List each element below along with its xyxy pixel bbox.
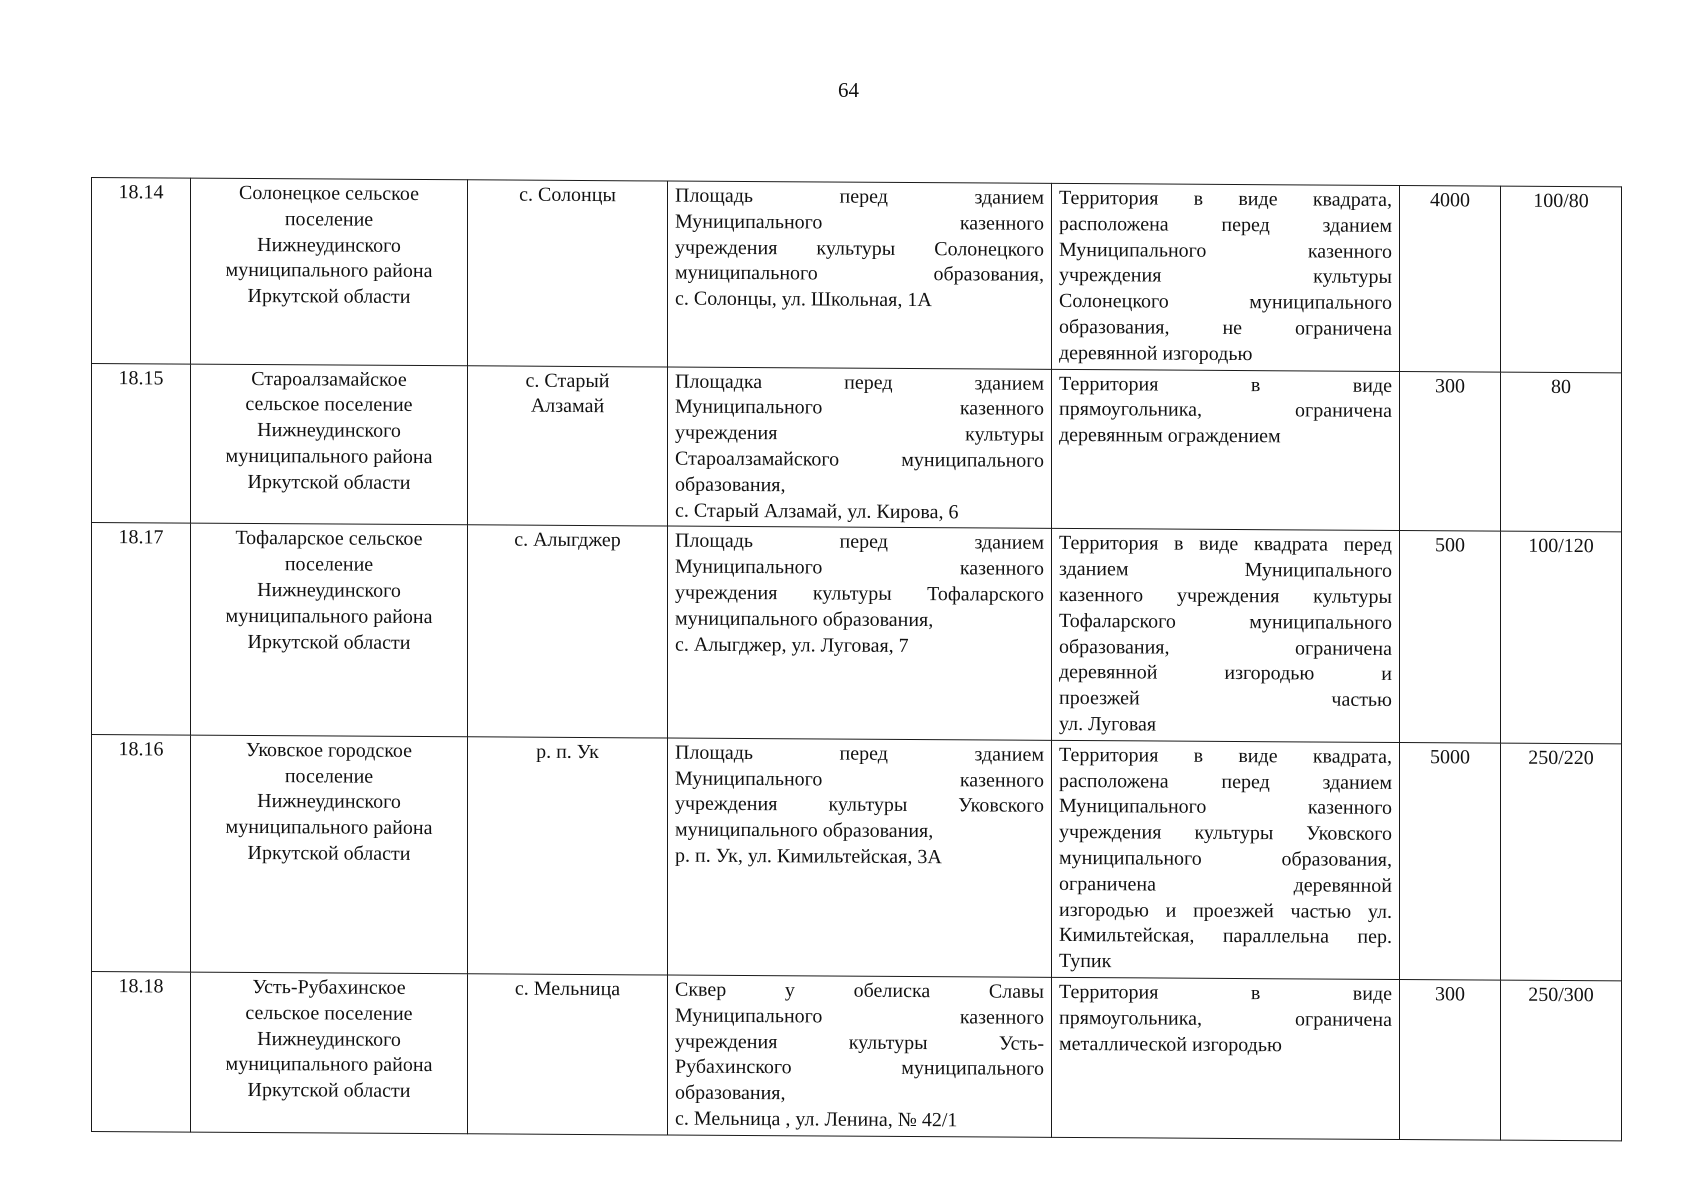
settlement-name-line: Тофаларское сельское bbox=[235, 527, 423, 551]
locality-line: с. Алыгджер bbox=[514, 528, 621, 552]
territory-description-line: деревянной изгородью bbox=[1059, 341, 1253, 365]
settlement-name-line: муниципального района bbox=[225, 259, 433, 283]
row-number: 18.17 bbox=[92, 523, 191, 735]
area-value: 300 bbox=[1400, 979, 1501, 1139]
territory-description-line: прямоугольника, ограничена bbox=[1059, 398, 1392, 423]
place-address-line: учреждения культуры Тофаларского bbox=[675, 581, 1044, 606]
table-row bbox=[92, 363, 1622, 532]
settlement-name-line: Нижнеудинского bbox=[257, 578, 401, 602]
row-number: 18.18 bbox=[92, 971, 191, 1131]
locality bbox=[468, 974, 668, 1135]
territory-description-line: проезжей частью bbox=[1059, 687, 1392, 712]
settlement-name-line: Иркутской области bbox=[247, 630, 411, 654]
place-address-line: с. Солонцы, ул. Школьная, 1А bbox=[675, 287, 932, 312]
locality bbox=[468, 365, 668, 526]
area-value: 4000 bbox=[1400, 185, 1501, 371]
locality-line: с. Старый bbox=[525, 369, 610, 392]
place-address-line: Площадь перед зданием bbox=[675, 184, 1044, 209]
settlement-name-line: сельское поселение bbox=[245, 393, 413, 417]
place-address-line: Муниципального казенного bbox=[675, 767, 1044, 792]
table-row bbox=[92, 734, 1622, 981]
registry-body bbox=[92, 178, 1622, 1141]
territory-description-line: Территория в виде bbox=[1059, 980, 1392, 1005]
place-address-line: учреждения культуры Уковского bbox=[675, 792, 1044, 818]
place-address-line: с. Алыгджер, ул. Луговая, 7 bbox=[675, 633, 909, 657]
settlement-name-line: Иркутской области bbox=[247, 841, 411, 865]
place-address-line: муниципального образования, bbox=[675, 261, 1044, 287]
territory-description-line: Кимильтейская, параллельна пер. bbox=[1059, 924, 1392, 949]
settlement-name-line: поселение bbox=[284, 764, 374, 788]
territory-description-line: учреждения культуры bbox=[1059, 264, 1392, 289]
territory-description bbox=[1052, 183, 1400, 371]
territory-description-line: муниципального образования, bbox=[1059, 846, 1392, 871]
territory-description bbox=[1052, 529, 1400, 743]
place-address-line: образования, bbox=[675, 1081, 786, 1105]
row-number: 18.16 bbox=[92, 734, 191, 972]
territory-description-line: расположена перед зданием bbox=[1059, 212, 1392, 237]
dimensions-value: 250/220 bbox=[1501, 743, 1622, 981]
territory-description-line: образования, ограничена bbox=[1059, 635, 1392, 660]
settlement-name-line: муниципального района bbox=[225, 815, 433, 840]
locality bbox=[468, 180, 668, 367]
locality-line: с. Солонцы bbox=[519, 183, 616, 207]
place-address-line: образования, bbox=[675, 473, 786, 497]
table-row bbox=[92, 971, 1622, 1140]
place-address-line: Муниципального казенного bbox=[675, 210, 1044, 235]
locality-line: Алзамай bbox=[530, 395, 605, 418]
dimensions-value: 250/300 bbox=[1501, 980, 1622, 1141]
locality-line: р. п. Ук bbox=[536, 740, 599, 763]
territory-description-line: расположена перед зданием bbox=[1059, 769, 1392, 794]
row-number: 18.15 bbox=[92, 363, 191, 523]
place-address-line: Муниципального казенного bbox=[675, 555, 1044, 580]
territory-description-line: Солонецкого муниципального bbox=[1059, 290, 1392, 315]
territory-description-line: Территория в виде квадрата перед bbox=[1059, 532, 1392, 557]
place-address-line: Площадь перед зданием bbox=[675, 741, 1044, 766]
territory-description-line: казенного учреждения культуры bbox=[1059, 583, 1392, 608]
territory-description-line: Тупик bbox=[1059, 950, 1112, 973]
territory-description-line: изгородью и проезжей частью ул. bbox=[1059, 898, 1392, 923]
territory-description-line: Территория в виде квадрата, bbox=[1059, 743, 1392, 768]
settlement-name-line: Нижнеудинского bbox=[257, 1027, 401, 1051]
settlement-name bbox=[191, 523, 468, 736]
locality bbox=[468, 525, 668, 738]
area-value: 5000 bbox=[1400, 742, 1501, 980]
settlement-name-line: муниципального района bbox=[225, 1053, 433, 1077]
place-address-line: Рубахинского муниципального bbox=[675, 1055, 1044, 1081]
territory-description-line: Территория в виде bbox=[1059, 372, 1392, 397]
place-address-line: учреждения культуры Усть- bbox=[675, 1030, 1044, 1055]
place-address-line: Муниципального казенного bbox=[675, 1004, 1044, 1029]
settlement-name-line: Нижнеудинского bbox=[257, 790, 401, 814]
locality bbox=[468, 737, 668, 975]
locality-line: с. Мельница bbox=[514, 977, 621, 1001]
settlement-name-line: Староалзамайское bbox=[251, 367, 407, 391]
settlement-name-line: Солонецкое сельское bbox=[239, 181, 419, 206]
territory-description-line: деревянной изгородью и bbox=[1059, 661, 1392, 686]
dimensions-value: 80 bbox=[1501, 372, 1622, 533]
settlement-name-line: муниципального района bbox=[225, 444, 433, 469]
settlement-name-line: сельское поселение bbox=[245, 1001, 413, 1025]
settlement-name-line: Усть-Рубахинское bbox=[252, 975, 406, 999]
settlement-name bbox=[191, 735, 468, 974]
place-address bbox=[668, 975, 1052, 1137]
territory-description-line: ограничена деревянной bbox=[1059, 872, 1392, 897]
page-number: 64 bbox=[838, 78, 859, 102]
dimensions-value: 100/120 bbox=[1501, 531, 1622, 743]
place-address-line: Площадь перед зданием bbox=[675, 529, 1044, 555]
settlement-name-line: муниципального района bbox=[225, 604, 433, 628]
place-address-line: Староалзамайского муниципального bbox=[675, 447, 1044, 472]
place-address-line: Сквер у обелиска Славы bbox=[675, 978, 1044, 1003]
place-address-line: учреждения культуры bbox=[675, 421, 1044, 446]
table-row bbox=[92, 523, 1622, 744]
place-address bbox=[668, 738, 1052, 978]
territory-description-line: Территория в виде квадрата, bbox=[1059, 186, 1392, 211]
settlement-name bbox=[191, 178, 468, 365]
territory-description-line: Муниципального казенного bbox=[1059, 795, 1392, 820]
territory-description bbox=[1052, 977, 1400, 1139]
dimensions-value: 100/80 bbox=[1501, 186, 1622, 372]
territory-description-line: ул. Луговая bbox=[1059, 712, 1157, 736]
registry-table bbox=[91, 177, 1622, 1141]
settlement-name-line: Уковское городское bbox=[245, 738, 413, 762]
settlement-name-line: Иркутской области bbox=[247, 1079, 411, 1103]
place-address-line: Муниципального казенного bbox=[675, 395, 1044, 421]
place-address-line: р. п. Ук, ул. Кимильтейская, 3А bbox=[675, 844, 942, 869]
settlement-name-line: Иркутской области bbox=[247, 285, 411, 309]
territory-description-line: прямоугольника, ограничена bbox=[1059, 1006, 1392, 1031]
place-address-line: муниципального образования, bbox=[675, 818, 934, 843]
place-address-line: с. Мельница , ул. Ленина, № 42/1 bbox=[675, 1107, 958, 1132]
place-address bbox=[668, 181, 1052, 369]
settlement-name-line: Иркутской области bbox=[247, 470, 411, 494]
settlement-name-line: Нижнеудинского bbox=[257, 419, 401, 443]
territory-description-line: Муниципального казенного bbox=[1059, 238, 1392, 263]
place-address-line: учреждения культуры Солонецкого bbox=[675, 236, 1044, 261]
territory-description bbox=[1052, 369, 1400, 531]
place-address-line: с. Старый Алзамай, ул. Кирова, 6 bbox=[675, 499, 959, 523]
place-address-line: муниципального образования, bbox=[675, 607, 934, 631]
area-value: 500 bbox=[1400, 531, 1501, 743]
table-row bbox=[92, 178, 1622, 373]
settlement-name-line: поселение bbox=[284, 207, 374, 231]
territory-description-line: металлической изгородью bbox=[1059, 1032, 1282, 1056]
place-address-line: Площадка перед зданием bbox=[675, 370, 1044, 395]
place-address bbox=[668, 526, 1052, 740]
territory-description-line: Тофаларского муниципального bbox=[1059, 609, 1392, 634]
territory-description-line: образования, не ограничена bbox=[1059, 315, 1392, 340]
settlement-name bbox=[191, 972, 468, 1133]
settlement-name-line: Нижнеудинского bbox=[257, 233, 401, 257]
settlement-name bbox=[191, 364, 468, 525]
place-address bbox=[668, 367, 1052, 529]
settlement-name-line: поселение bbox=[284, 553, 374, 576]
territory-description-line: зданием Муниципального bbox=[1059, 558, 1392, 583]
row-number: 18.14 bbox=[92, 178, 191, 364]
area-value: 300 bbox=[1400, 371, 1501, 531]
territory-description bbox=[1052, 740, 1400, 979]
territory-description-line: учреждения культуры Уковского bbox=[1059, 821, 1392, 846]
territory-description-line: деревянным ограждением bbox=[1059, 424, 1281, 448]
